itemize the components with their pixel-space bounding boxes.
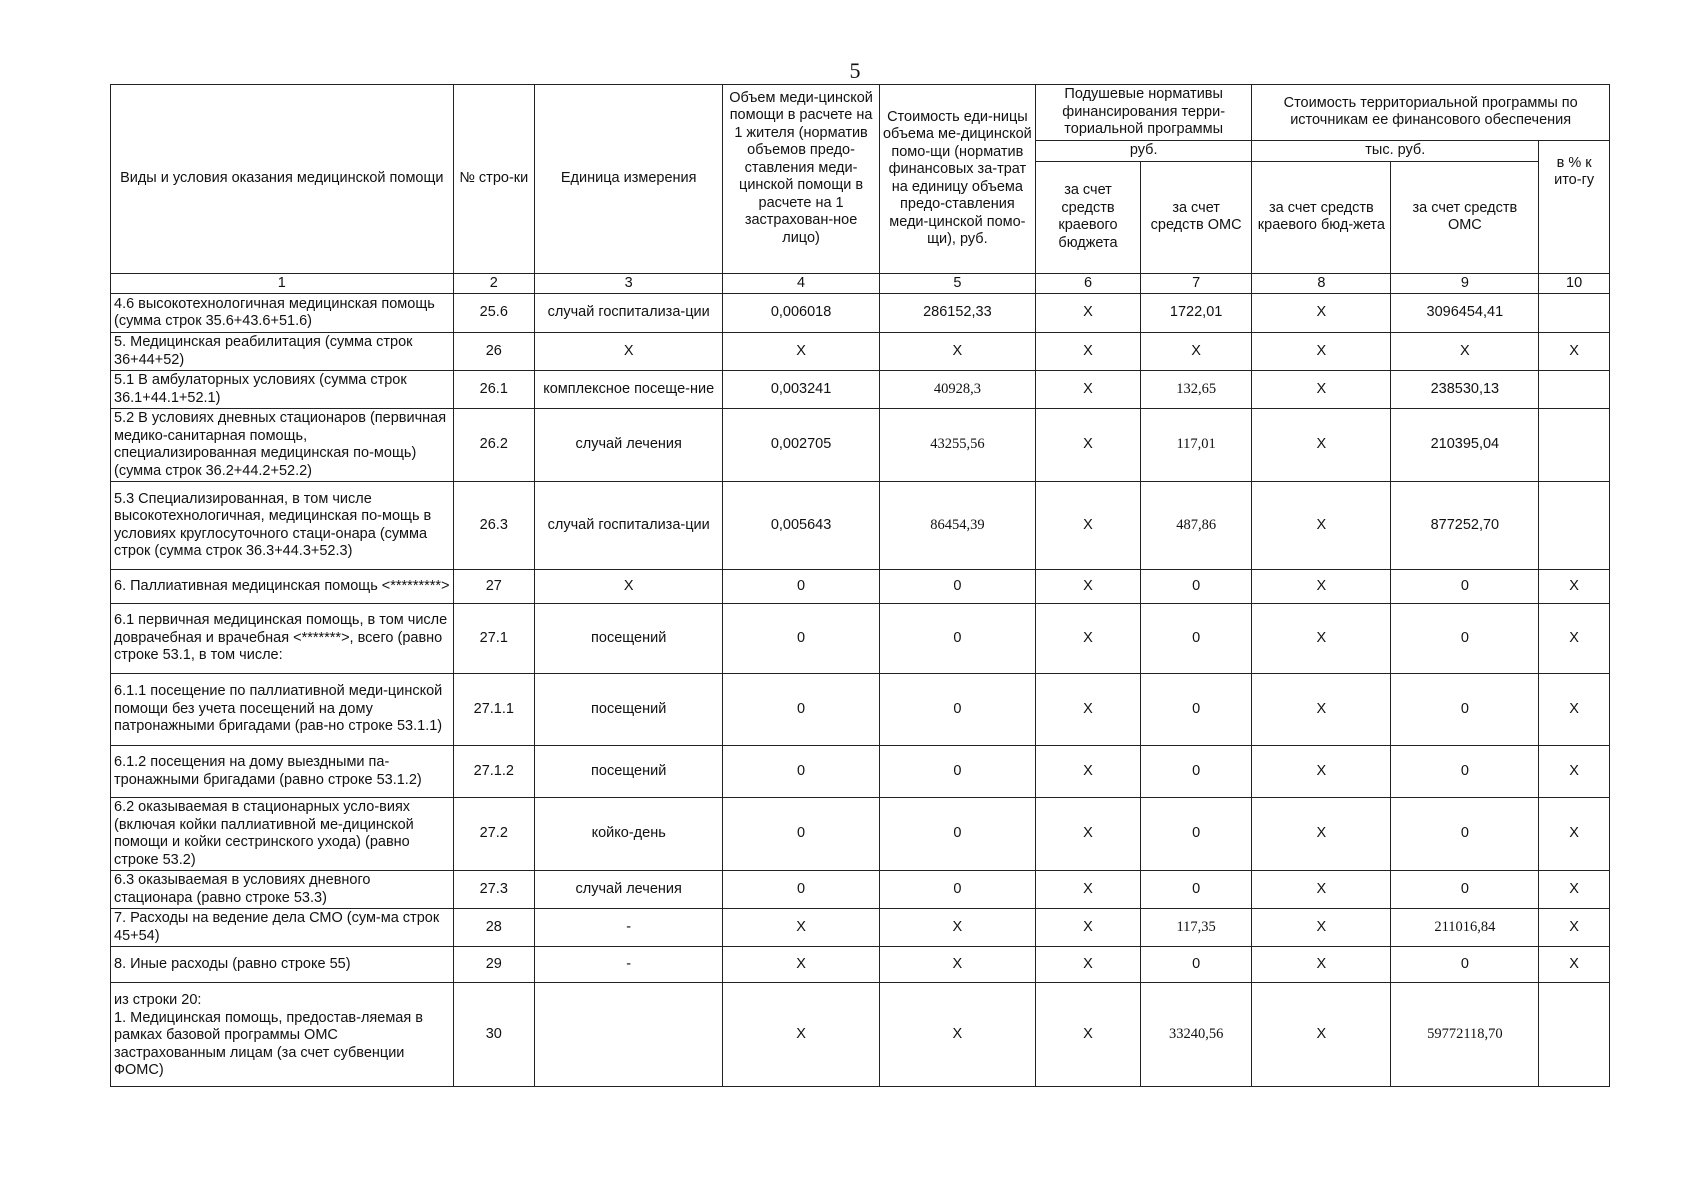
- row-unit: посещений: [534, 746, 722, 798]
- row-oms: 117,01: [1140, 409, 1251, 482]
- row-regional-budget: X: [1036, 482, 1141, 570]
- row-unit-cost: 86454,39: [879, 482, 1035, 570]
- row-oms-cost: 210395,04: [1391, 409, 1539, 482]
- row-regional-budget-cost: X: [1252, 746, 1391, 798]
- table-row: [111, 909, 1610, 947]
- row-percent: [1539, 371, 1610, 409]
- column-number: 9: [1391, 273, 1539, 294]
- row-oms: 0: [1140, 604, 1251, 674]
- row-unit: комплексное посеще-ние: [534, 371, 722, 409]
- row-oms: 0: [1140, 674, 1251, 746]
- row-percent: [1539, 409, 1610, 482]
- row-oms-cost: 3096454,41: [1391, 294, 1539, 333]
- row-unit-cost: 43255,56: [879, 409, 1035, 482]
- row-regional-budget-cost: X: [1252, 798, 1391, 871]
- row-oms: X: [1140, 333, 1251, 371]
- row-unit-cost: X: [879, 333, 1035, 371]
- row-number: 27.1.1: [453, 674, 534, 746]
- row-regional-budget-cost: X: [1252, 570, 1391, 604]
- table-row: [111, 409, 1610, 482]
- column-number: 5: [879, 273, 1035, 294]
- row-volume: 0: [723, 798, 879, 871]
- row-oms-cost: 877252,70: [1391, 482, 1539, 570]
- row-regional-budget: X: [1036, 909, 1141, 947]
- row-unit-cost: 0: [879, 746, 1035, 798]
- header-unit-cost: Стоимость еди-ницы объема ме-дицинской помо-щи (норматив финансовых за-трат на единицу объема предо-ставления меди-цинской помо-щи), руб.: [879, 85, 1035, 274]
- row-number: 29: [453, 947, 534, 983]
- header-volume: [723, 85, 879, 274]
- table-row: [111, 947, 1610, 983]
- row-number: 26.3: [453, 482, 534, 570]
- row-percent: X: [1539, 570, 1610, 604]
- row-oms-cost: 211016,84: [1391, 909, 1539, 947]
- row-number: 27.1.2: [453, 746, 534, 798]
- row-oms: 0: [1140, 947, 1251, 983]
- row-number: 26: [453, 333, 534, 371]
- header-kind-of-care: Виды и условия оказания медицинской помощи: [111, 85, 454, 274]
- row-volume: X: [723, 983, 879, 1087]
- column-number: 4: [723, 273, 879, 294]
- row-regional-budget-cost: X: [1252, 294, 1391, 333]
- column-number: 6: [1036, 273, 1141, 294]
- row-description: 6.1 первичная медицинская помощь, в том числе доврачебная и врачебная <*******>, всего (равно строке 53.1, в том числе:: [111, 604, 454, 674]
- table-row: [111, 294, 1610, 333]
- row-volume: X: [723, 947, 879, 983]
- row-volume: 0,005643: [723, 482, 879, 570]
- row-regional-budget: X: [1036, 798, 1141, 871]
- row-description: 6.1.1 посещение по паллиативной меди-цинской помощи без учета посещений на дому патронажными бригадами (рав-но строке 53.1.1): [111, 674, 454, 746]
- row-number: 27.1: [453, 604, 534, 674]
- row-description: 6.3 оказываемая в условиях дневного стационара (равно строке 53.3): [111, 871, 454, 909]
- page-number: 5: [849, 58, 861, 83]
- row-oms-cost: 238530,13: [1391, 371, 1539, 409]
- row-unit: случай лечения: [534, 409, 722, 482]
- row-unit: X: [534, 333, 722, 371]
- row-percent: X: [1539, 947, 1610, 983]
- row-unit: [534, 983, 722, 1087]
- row-regional-budget-cost: X: [1252, 604, 1391, 674]
- row-regional-budget-cost: X: [1252, 871, 1391, 909]
- row-oms-cost: 0: [1391, 674, 1539, 746]
- row-volume: 0: [723, 674, 879, 746]
- row-percent: X: [1539, 333, 1610, 371]
- header-unit: Единица измерения: [534, 85, 722, 274]
- column-number: 2: [453, 273, 534, 294]
- row-volume: 0,002705: [723, 409, 879, 482]
- row-unit: -: [534, 947, 722, 983]
- header-regional-budget: за счет средств краевого бюджета: [1036, 161, 1141, 273]
- row-number: 25.6: [453, 294, 534, 333]
- row-regional-budget-cost: X: [1252, 909, 1391, 947]
- column-number: 7: [1140, 273, 1251, 294]
- row-oms: 0: [1140, 798, 1251, 871]
- row-description: 5. Медицинская реабилитация (сумма строк 36+44+52): [111, 333, 454, 371]
- row-regional-budget: X: [1036, 746, 1141, 798]
- row-unit: посещений: [534, 604, 722, 674]
- row-regional-budget-cost: X: [1252, 674, 1391, 746]
- row-number: 28: [453, 909, 534, 947]
- row-regional-budget-cost: X: [1252, 409, 1391, 482]
- row-number: 26.2: [453, 409, 534, 482]
- row-number: 30: [453, 983, 534, 1087]
- row-unit: -: [534, 909, 722, 947]
- table-body: [111, 294, 1610, 1087]
- header-unit-rub: руб.: [1036, 140, 1252, 161]
- row-description: 6. Паллиативная медицинская помощь <*********>: [111, 570, 454, 604]
- row-regional-budget: X: [1036, 294, 1141, 333]
- row-oms-cost: 0: [1391, 871, 1539, 909]
- row-unit-cost: X: [879, 909, 1035, 947]
- header-percent-total: в % к ито-гу: [1539, 140, 1610, 273]
- row-number: 27.3: [453, 871, 534, 909]
- row-description: 4.6 высокотехнологичная медицинская помощь (сумма строк 35.6+43.6+51.6): [111, 294, 454, 333]
- row-regional-budget: X: [1036, 409, 1141, 482]
- row-volume: 0: [723, 746, 879, 798]
- row-oms: 0: [1140, 871, 1251, 909]
- table-row: [111, 983, 1610, 1087]
- row-regional-budget: X: [1036, 570, 1141, 604]
- row-regional-budget-cost: X: [1252, 333, 1391, 371]
- row-oms: 0: [1140, 570, 1251, 604]
- row-description: из строки 20: 1. Медицинская помощь, предостав-ляемая в рамках базовой программы ОМС застрахованным лицам (за счет субвенции ФОМС): [111, 983, 454, 1087]
- table-row: [111, 798, 1610, 871]
- row-regional-budget-cost: X: [1252, 947, 1391, 983]
- row-oms: 117,35: [1140, 909, 1251, 947]
- row-unit-cost: 0: [879, 604, 1035, 674]
- header-volume-text: Объем меди-цинской помощи в расчете на 1 жителя (норматив объемов предо-ставления меди-цинской помощи в расчете на 1 застрахован-ное лицо): [729, 89, 873, 246]
- row-description: 6.1.2 посещения на дому выездными па-тронажными бригадами (равно строке 53.1.2): [111, 746, 454, 798]
- column-number: 8: [1252, 273, 1391, 294]
- row-percent: X: [1539, 604, 1610, 674]
- header-per-capita-group: Подушевые нормативы финансирования терри-ториальной программы: [1036, 85, 1252, 141]
- row-oms-cost: 0: [1391, 746, 1539, 798]
- row-oms-cost: 59772118,70: [1391, 983, 1539, 1087]
- row-unit: случай госпитализа-ции: [534, 294, 722, 333]
- row-number: 26.1: [453, 371, 534, 409]
- row-description: 5.1 В амбулаторных условиях (сумма строк 36.1+44.1+52.1): [111, 371, 454, 409]
- table-row: [111, 482, 1610, 570]
- row-percent: X: [1539, 674, 1610, 746]
- header-oms: за счет средств ОМС: [1140, 161, 1251, 273]
- row-oms: 1722,01: [1140, 294, 1251, 333]
- row-regional-budget-cost: X: [1252, 371, 1391, 409]
- row-volume: 0: [723, 871, 879, 909]
- row-regional-budget: X: [1036, 371, 1141, 409]
- row-unit-cost: 40928,3: [879, 371, 1035, 409]
- budget-table: [110, 84, 1610, 1087]
- row-volume: 0: [723, 570, 879, 604]
- row-volume: X: [723, 909, 879, 947]
- row-unit: посещений: [534, 674, 722, 746]
- row-oms-cost: X: [1391, 333, 1539, 371]
- header-oms-cost: за счет средств ОМС: [1391, 161, 1539, 273]
- row-volume: 0,003241: [723, 371, 879, 409]
- row-oms: 33240,56: [1140, 983, 1251, 1087]
- row-regional-budget-cost: X: [1252, 482, 1391, 570]
- row-regional-budget: X: [1036, 674, 1141, 746]
- table-row: [111, 674, 1610, 746]
- row-number: 27: [453, 570, 534, 604]
- table-row: [111, 604, 1610, 674]
- row-oms: 0: [1140, 746, 1251, 798]
- table-row: [111, 746, 1610, 798]
- table-row: [111, 371, 1610, 409]
- row-description: 5.2 В условиях дневных стационаров (первичная медико-санитарная помощь, специализированная медицинская по-мощь) (сумма строк 36.2+44.2+52.2): [111, 409, 454, 482]
- row-regional-budget: X: [1036, 947, 1141, 983]
- row-percent: X: [1539, 871, 1610, 909]
- row-oms-cost: 0: [1391, 798, 1539, 871]
- header-unit-thousand-rub: тыс. руб.: [1252, 140, 1539, 161]
- row-description: 8. Иные расходы (равно строке 55): [111, 947, 454, 983]
- row-regional-budget: X: [1036, 871, 1141, 909]
- row-description: 7. Расходы на ведение дела СМО (сум-ма строк 45+54): [111, 909, 454, 947]
- row-unit-cost: X: [879, 983, 1035, 1087]
- row-unit: случай лечения: [534, 871, 722, 909]
- row-description: 5.3 Специализированная, в том числе высокотехнологичная, медицинская по-мощь в условиях круглосуточного стаци-онара (сумма строк (сумма строк 36.3+44.3+52.3): [111, 482, 454, 570]
- row-oms-cost: 0: [1391, 947, 1539, 983]
- row-regional-budget: X: [1036, 333, 1141, 371]
- row-unit: койко-день: [534, 798, 722, 871]
- row-unit: случай госпитализа-ции: [534, 482, 722, 570]
- row-unit: X: [534, 570, 722, 604]
- header-regional-budget-cost: за счет средств краевого бюд-жета: [1252, 161, 1391, 273]
- column-number: 10: [1539, 273, 1610, 294]
- header-program-cost-group: Стоимость территориальной программы по источникам ее финансового обеспечения: [1252, 85, 1610, 141]
- column-number: 1: [111, 273, 454, 294]
- row-percent: [1539, 983, 1610, 1087]
- row-volume: X: [723, 333, 879, 371]
- row-unit-cost: 0: [879, 798, 1035, 871]
- row-oms: 487,86: [1140, 482, 1251, 570]
- row-unit-cost: 286152,33: [879, 294, 1035, 333]
- row-volume: 0,006018: [723, 294, 879, 333]
- row-regional-budget: X: [1036, 604, 1141, 674]
- row-oms-cost: 0: [1391, 604, 1539, 674]
- row-unit-cost: 0: [879, 674, 1035, 746]
- row-percent: [1539, 294, 1610, 333]
- row-oms-cost: 0: [1391, 570, 1539, 604]
- row-regional-budget-cost: X: [1252, 983, 1391, 1087]
- row-regional-budget: X: [1036, 983, 1141, 1087]
- row-oms: 132,65: [1140, 371, 1251, 409]
- row-number: 27.2: [453, 798, 534, 871]
- column-number-row: [111, 273, 1610, 294]
- table-row: [111, 570, 1610, 604]
- row-percent: X: [1539, 746, 1610, 798]
- row-volume: 0: [723, 604, 879, 674]
- header-row-number: № стро-ки: [453, 85, 534, 274]
- row-percent: X: [1539, 909, 1610, 947]
- row-percent: X: [1539, 798, 1610, 871]
- row-unit-cost: 0: [879, 871, 1035, 909]
- row-unit-cost: X: [879, 947, 1035, 983]
- table-row: [111, 333, 1610, 371]
- row-percent: [1539, 482, 1610, 570]
- column-number: 3: [534, 273, 722, 294]
- row-unit-cost: 0: [879, 570, 1035, 604]
- table-row: [111, 871, 1610, 909]
- row-description: 6.2 оказываемая в стационарных усло-виях (включая койки паллиативной ме-дицинской помощи и койки сестринского ухода) (равно строке 53.2): [111, 798, 454, 871]
